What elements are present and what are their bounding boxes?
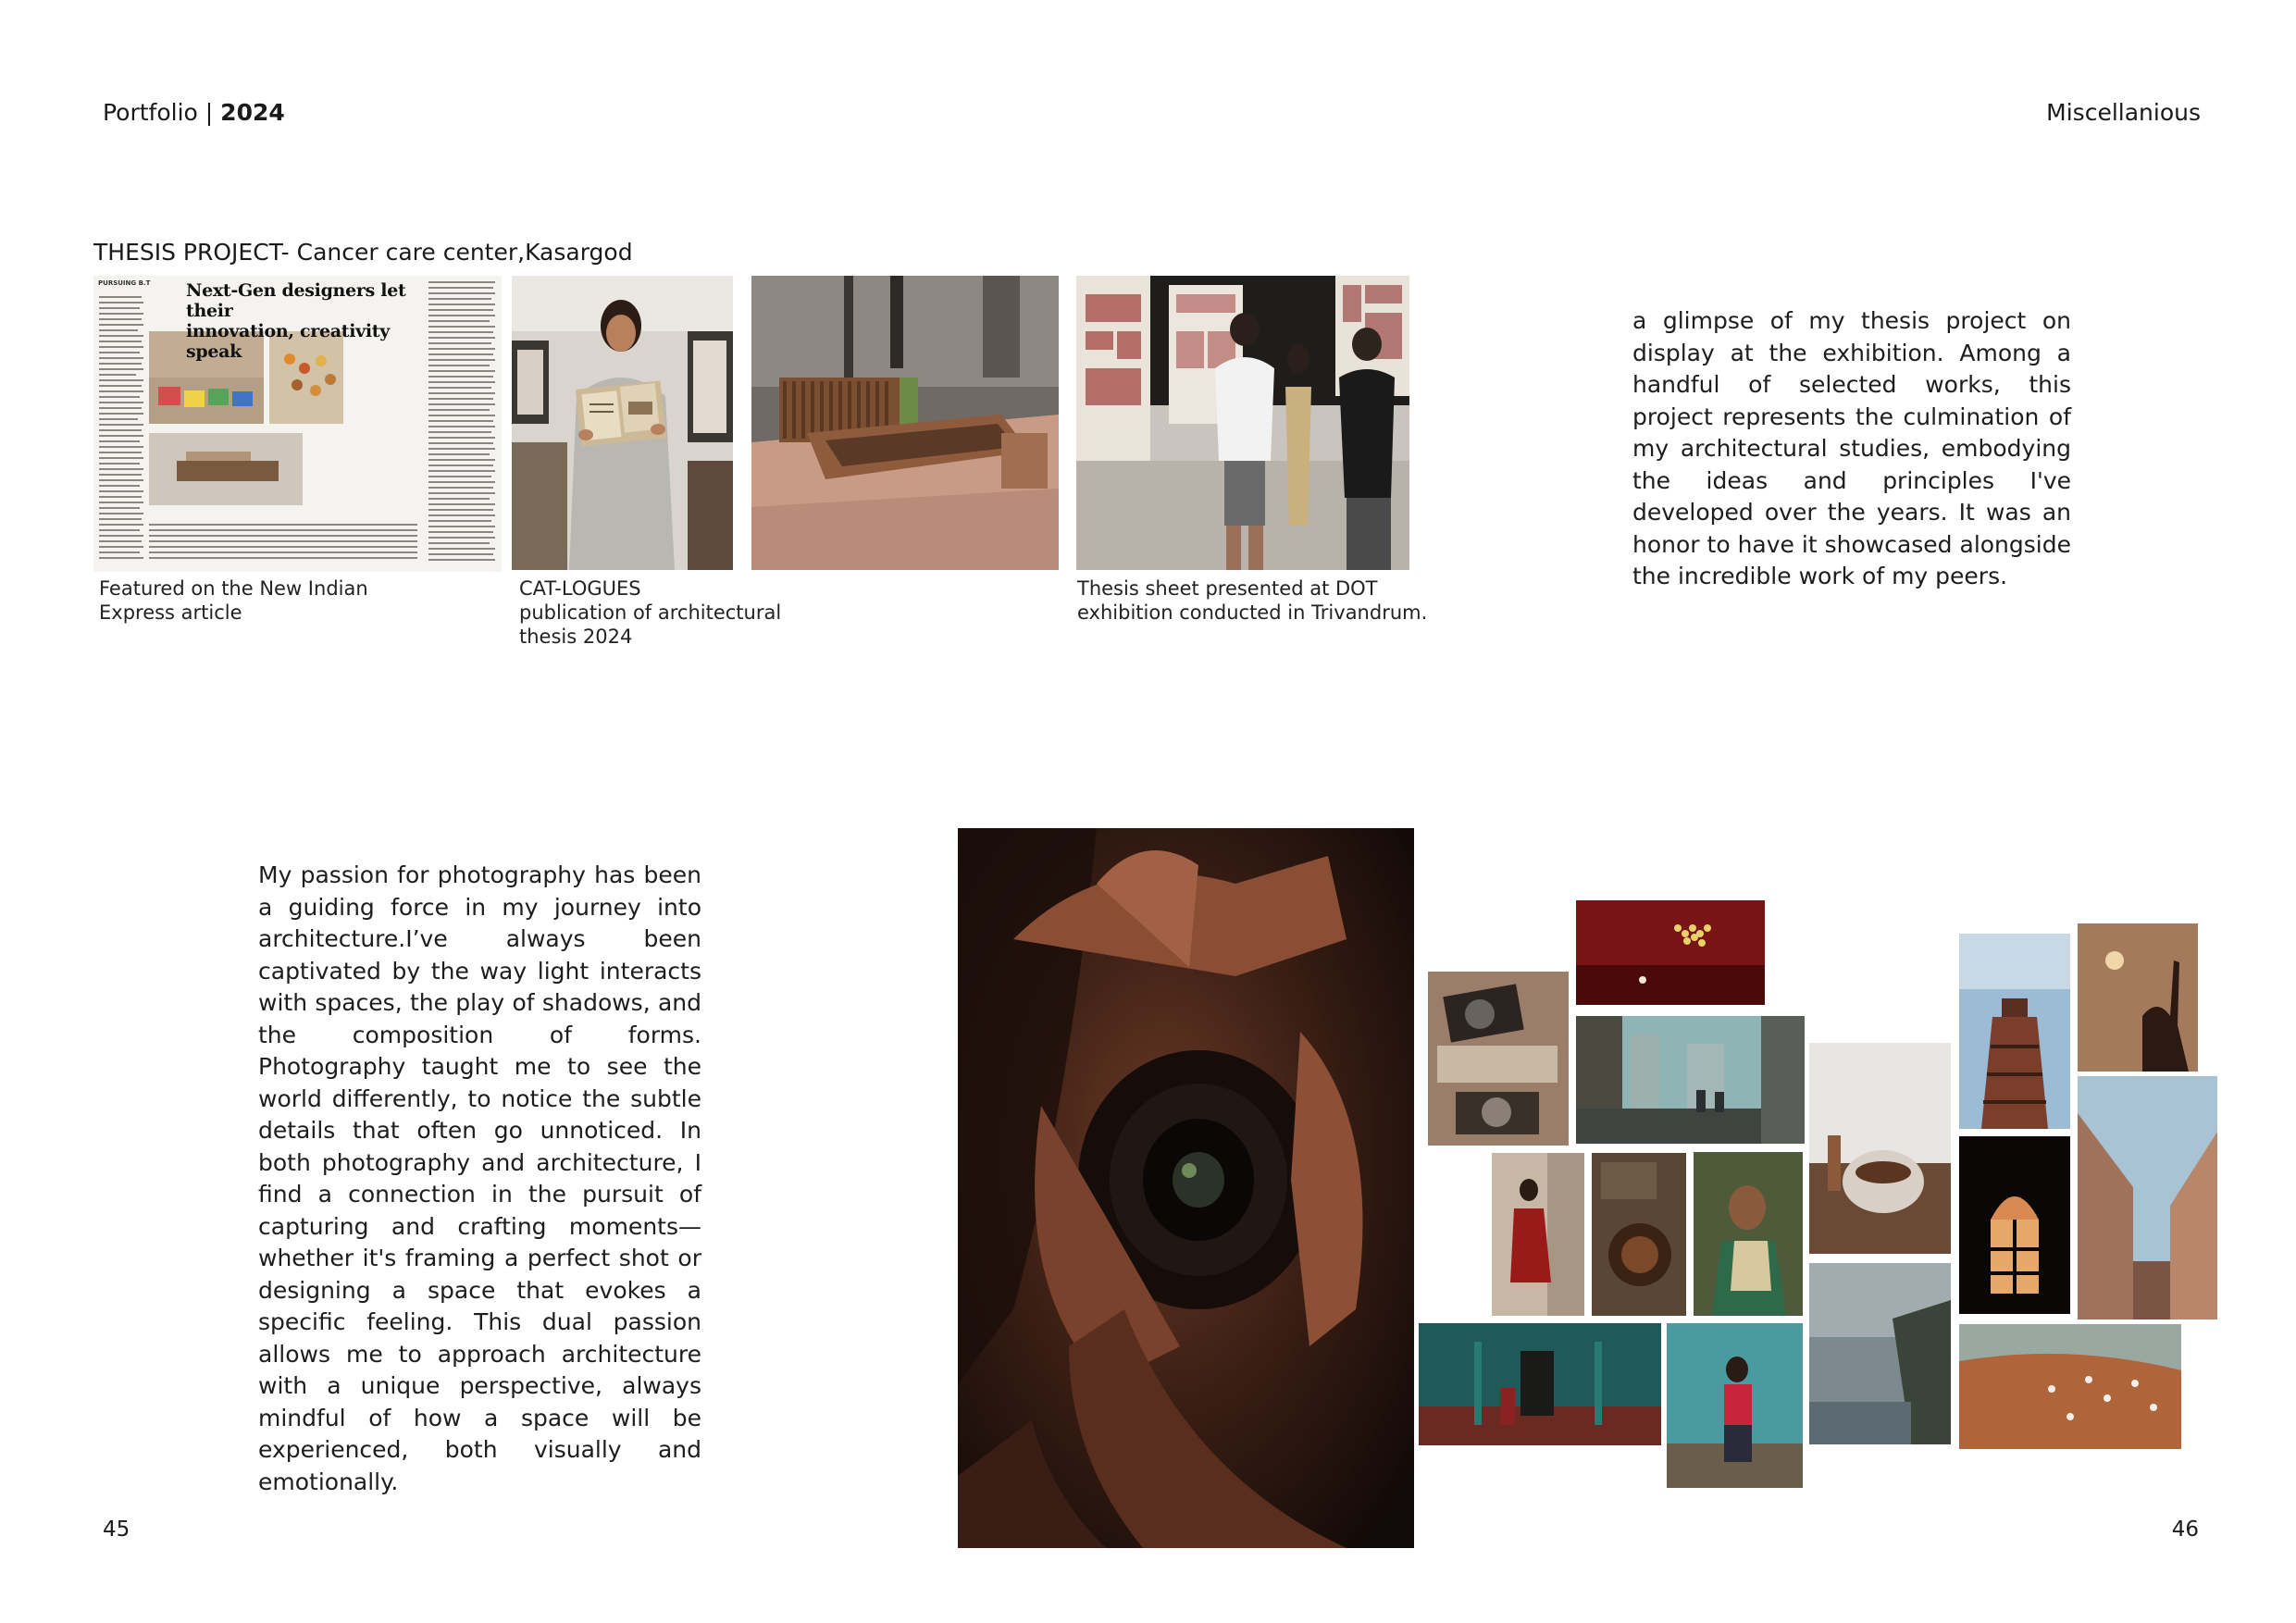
exhibition-caption-line1: Thesis sheet presented at DOT	[1077, 577, 1378, 600]
exhibition-photo	[1076, 276, 1409, 570]
collage-photo-temple-tower	[1959, 934, 2070, 1129]
catalogue-photo	[512, 276, 733, 570]
newspaper-kicker: PURSUING B.T	[98, 279, 151, 287]
collage-photo-cup	[1809, 1043, 1951, 1254]
section-title: Miscellanious	[2046, 99, 2201, 126]
photography-description: My passion for photography has been a guiding force in my journey into architecture.I’ve always been captivated by the way light interacts with spaces, the play of shadows, and the composition of forms. Photography taught me to see the world differently, to notice the subtle details that often go unnoticed. In both photography and architecture, I find a connection in the pursuit of capturing and crafting moments—whether it's framing a perfect shot or designing a space that evokes a specific feeling. This dual passion allows me to approach architecture with a unique perspective, always mindful of how a space will be experienced, both visually and emotionally.	[258, 861, 701, 1495]
catalogue-caption-line1: CAT-LOGUES	[519, 577, 641, 600]
collage-photo-girl-red	[1492, 1153, 1584, 1316]
collage-photo-seascape	[1809, 1263, 1951, 1444]
exhibition-caption	[1077, 576, 1427, 625]
collage-photo-sunset-silhouette	[2078, 923, 2198, 1072]
catalogue-caption	[519, 576, 781, 649]
collage-photo-building-sky	[2078, 1076, 2217, 1319]
portfolio-header	[103, 99, 285, 126]
thesis-model-photo	[751, 276, 1059, 570]
thesis-description: a glimpse of my thesis project on display at the exhibition. Among a handful of selected works, this project represents the culmination of my architectural studies, embodying the ideas and principles I've developed over the years. It was an honor to have it showcased alongside the incredible work of my peers.	[1632, 307, 2071, 589]
page-number-right: 46	[2171, 1518, 2199, 1542]
catalogue-caption-line3: thesis 2024	[519, 626, 633, 648]
newspaper-headline	[186, 280, 427, 362]
newspaper-clipping-image	[93, 276, 502, 572]
newspaper-caption-line1: Featured on the New Indian	[99, 577, 368, 600]
collage-photo-girl-green	[1694, 1152, 1803, 1316]
catalogue-caption-line2: publication of architectural	[519, 601, 782, 624]
newspaper-caption-line2: Express article	[99, 601, 242, 624]
collage-photo-beach-birds	[1959, 1324, 2181, 1449]
collage-photo-coffee	[1592, 1153, 1686, 1316]
thesis-title: THESIS PROJECT- Cancer care center,Kasargod	[93, 239, 633, 266]
newspaper-caption	[99, 576, 368, 625]
collage-photo-teal-house	[1419, 1323, 1661, 1445]
collage-photo-vintage-cameras	[1428, 972, 1569, 1146]
collage-photo-misty-steps	[1576, 1016, 1805, 1144]
collage-photo-arched-window	[1959, 1136, 2070, 1314]
portfolio-year: 2024	[220, 99, 285, 126]
collage-photo-billiards	[1576, 900, 1765, 1005]
collage-photo-girl-teal-wall	[1667, 1323, 1803, 1488]
camera-portrait-photo	[958, 828, 1414, 1548]
portfolio-label: Portfolio |	[103, 99, 221, 126]
page-number-left: 45	[103, 1518, 130, 1542]
newspaper-headline-line1: Next-Gen designers let their	[186, 280, 406, 321]
newspaper-headline-line2: innovation, creativity speak	[186, 321, 391, 362]
exhibition-caption-line2: exhibition conducted in Trivandrum.	[1077, 601, 1428, 624]
